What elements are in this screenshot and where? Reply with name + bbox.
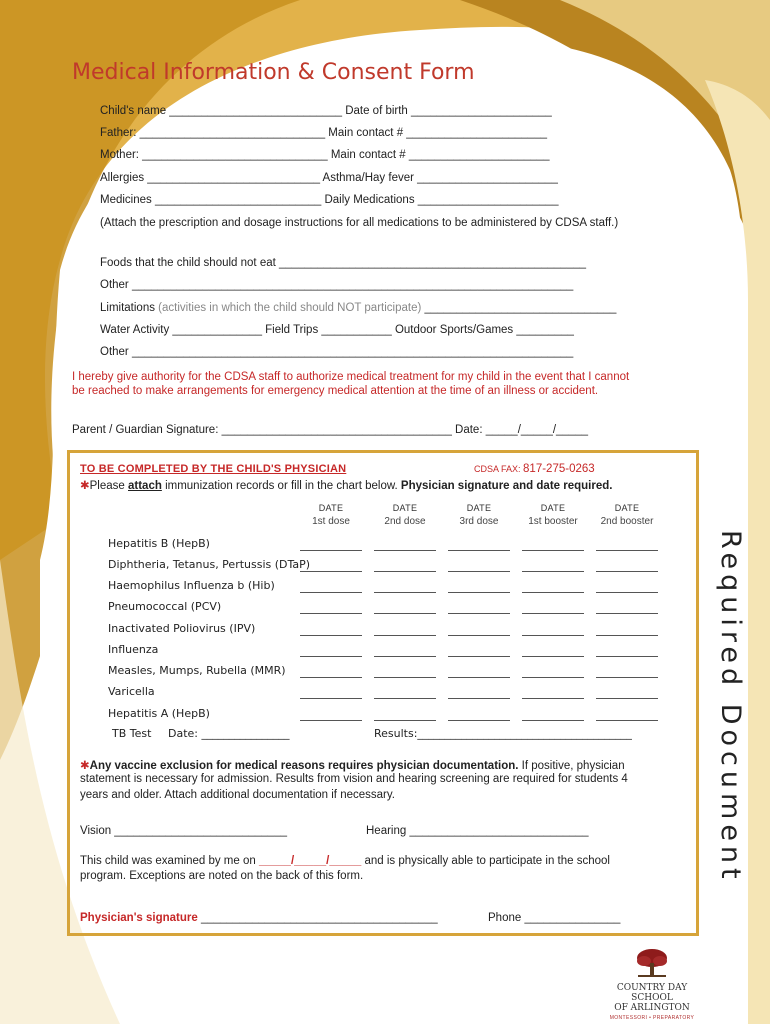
date-blank[interactable] [596, 592, 658, 593]
physician-heading: TO BE COMPLETED BY THE CHILD'S PHYSICIAN [80, 463, 347, 475]
authority-line-1: I hereby give authority for the CDSA staff to authorize medical treatment for my child in the event that I cannot [72, 371, 630, 383]
date-blank[interactable] [522, 635, 584, 636]
column-header-2nd-dose: DATE 2nd dose [384, 503, 426, 527]
date-blank[interactable] [596, 656, 658, 657]
date-blank[interactable] [374, 571, 436, 572]
allergies-field[interactable]: Allergies ___________________________ Asthma/Hay fever ______________________ [100, 172, 558, 184]
date-blank[interactable] [448, 698, 510, 699]
required-document-label: Required Document [715, 530, 746, 884]
asterisk-icon: ✱ [80, 760, 90, 772]
physician-signature-field[interactable]: Physician's signature _____________________________________ [80, 912, 438, 924]
column-header-3rd-dose: DATE 3rd dose [459, 503, 499, 527]
date-blank[interactable] [300, 698, 362, 699]
limitations-label: Limitations [100, 302, 159, 314]
vaccine-pcv: Pneumococcal (PCV) [108, 600, 222, 613]
date-blank[interactable] [522, 698, 584, 699]
tb-test-date-field[interactable]: Date: ________________ [168, 727, 290, 740]
date-blank[interactable] [448, 677, 510, 678]
guardian-signature-field[interactable]: Parent / Guardian Signature: ____________________________________ Date: _____/_____/_____ [72, 424, 589, 436]
date-blank[interactable] [522, 677, 584, 678]
vaccine-dtap: Diphtheria, Tetanus, Pertussis (DTaP) [108, 558, 311, 571]
exam-date-field[interactable]: _____/_____/_____ [258, 855, 362, 867]
page-title: Medical Information & Consent Form [72, 60, 475, 85]
date-blank[interactable] [448, 592, 510, 593]
date-blank[interactable] [300, 592, 362, 593]
father-field[interactable]: Father: _____________________________ Main contact # ______________________ [100, 127, 547, 139]
date-blank[interactable] [374, 720, 436, 721]
date-blank[interactable] [374, 698, 436, 699]
fax-label: CDSA FAX: [474, 464, 524, 474]
date-blank[interactable] [448, 656, 510, 657]
date-blank[interactable] [374, 656, 436, 657]
examined-line-1: This child was examined by me on _____/_____/_____ and is physically able to participate in the school [80, 855, 610, 867]
vaccine-influenza: Influenza [108, 643, 159, 656]
limitations-hint: (activities in which the child should NOT participate) [158, 302, 422, 314]
vaccine-hepb: Hepatitis B (HepB) [108, 537, 210, 550]
medicines-field[interactable]: Medicines __________________________ Daily Medications ______________________ [100, 194, 559, 206]
vaccine-hepa: Hepatitis A (HepB) [108, 707, 210, 720]
other-field-2[interactable]: Other _____________________________________________________________________ [100, 346, 574, 358]
activities-field[interactable]: Water Activity ______________ Field Trips ___________ Outdoor Sports/Games _________ [100, 324, 574, 336]
column-header-1st-dose: DATE 1st dose [312, 503, 350, 527]
exclusion-note-3: years and older. Attach additional documentation if necessary. [80, 789, 395, 801]
date-blank[interactable] [596, 677, 658, 678]
date-blank[interactable] [522, 571, 584, 572]
attach-note: (Attach the prescription and dosage instructions for all medications to be administered by CDSA staff.) [100, 217, 619, 229]
date-blank[interactable] [300, 720, 362, 721]
date-blank[interactable] [374, 635, 436, 636]
column-header-2nd-booster: DATE 2nd booster [600, 503, 654, 527]
date-blank[interactable] [300, 677, 362, 678]
date-blank[interactable] [522, 592, 584, 593]
tb-test-label: TB Test [112, 727, 152, 740]
date-blank[interactable] [596, 571, 658, 572]
date-blank[interactable] [448, 613, 510, 614]
fax-line [474, 463, 595, 475]
date-blank[interactable] [374, 677, 436, 678]
date-blank[interactable] [448, 571, 510, 572]
vaccine-hib: Haemophilus Influenza b (Hib) [108, 579, 275, 592]
date-blank[interactable] [596, 550, 658, 551]
date-blank[interactable] [374, 613, 436, 614]
foods-field[interactable]: Foods that the child should not eat ________________________________________________ [100, 257, 587, 269]
date-blank[interactable] [300, 571, 362, 572]
vaccine-varicella: Varicella [108, 685, 155, 698]
other-field-1[interactable]: Other _____________________________________________________________________ [100, 279, 574, 291]
date-blank[interactable] [522, 550, 584, 551]
column-header-1st-booster: DATE 1st booster [528, 503, 578, 527]
date-blank[interactable] [596, 698, 658, 699]
exclusion-note-1: ✱Any vaccine exclusion for medical reasons requires physician documentation. If positive, physician [80, 760, 625, 772]
school-logo [596, 948, 708, 1021]
limitations-field[interactable] [100, 302, 616, 314]
vision-field[interactable]: Vision ___________________________ [80, 825, 287, 837]
exclusion-note-2: statement is necessary for admission. Results from vision and hearing screening are required for students 4 [80, 773, 628, 785]
date-blank[interactable] [374, 592, 436, 593]
vaccine-ipv: Inactivated Poliovirus (IPV) [108, 622, 256, 635]
date-blank[interactable] [300, 656, 362, 657]
date-blank[interactable] [300, 613, 362, 614]
tree-icon [632, 948, 672, 978]
vaccine-mmr: Measles, Mumps, Rubella (MMR) [108, 664, 286, 677]
tb-test-results-field[interactable]: Results:_______________________________________ [374, 727, 632, 740]
limitations-blank: ______________________________ [421, 302, 617, 314]
date-blank[interactable] [300, 635, 362, 636]
attach-instructions: ✱Please attach immunization records or fill in the chart below. Physician signature and date required. [80, 480, 613, 492]
date-blank[interactable] [596, 635, 658, 636]
date-blank[interactable] [596, 613, 658, 614]
date-blank[interactable] [448, 720, 510, 721]
date-blank[interactable] [522, 613, 584, 614]
date-blank[interactable] [374, 550, 436, 551]
logo-line-3: MONTESSORI • PREPARATORY [609, 1015, 695, 1021]
date-blank[interactable] [596, 720, 658, 721]
mother-field[interactable]: Mother: _____________________________ Main contact # ______________________ [100, 149, 550, 161]
authority-line-2: be reached to make arrangements for emergency medical attention at the time of an illness or accident. [72, 385, 599, 397]
logo-line-2: OF ARLINGTON [614, 1003, 690, 1013]
logo-line-1: COUNTRY DAY SCHOOL [616, 983, 688, 1003]
hearing-field[interactable]: Hearing ____________________________ [366, 825, 589, 837]
date-blank[interactable] [522, 720, 584, 721]
date-blank[interactable] [448, 635, 510, 636]
date-blank[interactable] [448, 550, 510, 551]
fax-number: 817-275-0263 [523, 463, 595, 475]
phone-field[interactable]: Phone _______________ [488, 912, 621, 924]
asterisk-icon: ✱ [80, 480, 90, 492]
date-blank[interactable] [522, 656, 584, 657]
childs-name-field[interactable]: Child's name ___________________________ Date of birth ______________________ [100, 105, 552, 117]
examined-line-2: program. Exceptions are noted on the back of this form. [80, 870, 364, 882]
date-blank[interactable] [300, 550, 362, 551]
